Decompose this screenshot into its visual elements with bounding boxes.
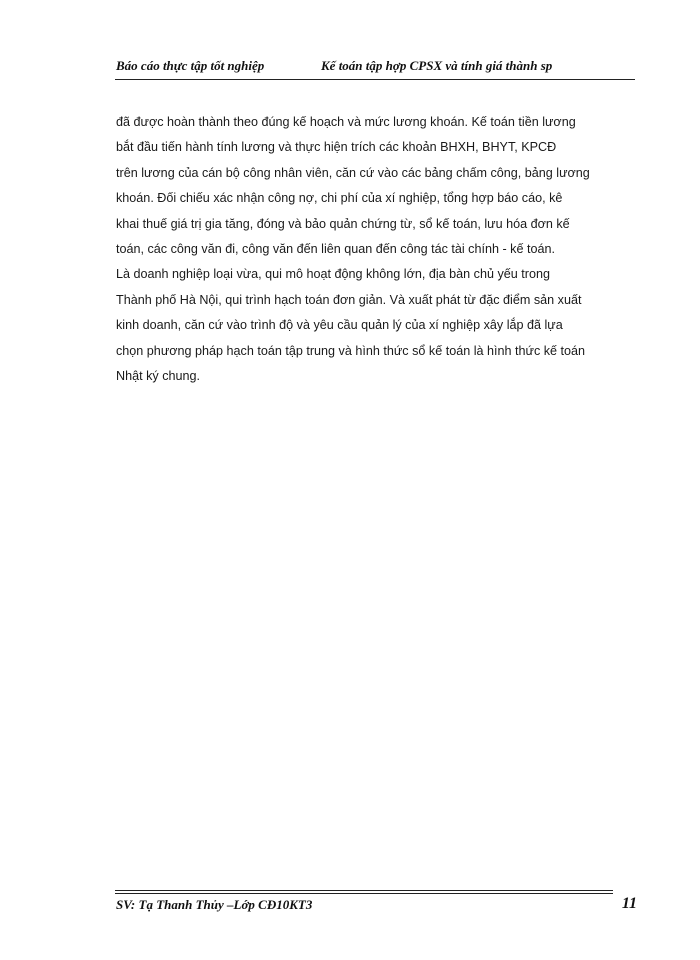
header-report-title: Báo cáo thực tập tốt nghiệp	[116, 58, 265, 73]
footer-student-info: SV: Tạ Thanh Thủy –Lớp CĐ10KT3	[116, 897, 313, 912]
body-paragraph	[116, 110, 636, 389]
body-line: khoán. Đối chiếu xác nhận công nợ, chi phí của xí nghiệp, tổng hợp báo cáo, kê	[116, 191, 563, 206]
body-line: Nhật ký chung.	[116, 368, 201, 383]
footer-divider	[115, 893, 613, 894]
body-line: bắt đầu tiến hành tính lương và thực hiện trích các khoản BHXH, BHYT, KPCĐ	[116, 140, 557, 155]
page-header	[115, 57, 635, 80]
body-line: Thành phố Hà Nội, qui trình hạch toán đơn giản. Và xuất phát từ đặc điểm sản xuất	[116, 292, 582, 307]
body-line: đã được hoàn thành theo đúng kế hoạch và mức lương khoán. Kế toán tiền lương	[116, 115, 576, 129]
header-topic-title: Kế toán tập hợp CPSX và tính giá thành sp	[321, 58, 553, 73]
body-line: kinh doanh, căn cứ vào trình độ và yêu cầu quản lý của xí nghiệp xây lắp đã lựa	[116, 318, 563, 333]
body-line: chọn phương pháp hạch toán tập trung và hình thức sổ kế toán là hình thức kế toán	[116, 343, 586, 358]
body-line: Là doanh nghiệp loại vừa, qui mô hoạt động không lớn, địa bàn chủ yếu trong	[116, 267, 550, 282]
page-number: 11	[621, 895, 637, 912]
body-line: toán, các công văn đi, công văn đến liên quan đến công tác tài chính - kế toán.	[116, 241, 555, 256]
footer-divider	[115, 890, 613, 891]
body-line: khai thuế giá trị gia tăng, đóng và bảo quản chứng từ, sổ kế toán, lưu hóa đơn kế	[116, 216, 570, 231]
body-line: trên lương của cán bộ công nhân viên, căn cứ vào các bảng chấm công, bảng lương	[116, 165, 590, 180]
